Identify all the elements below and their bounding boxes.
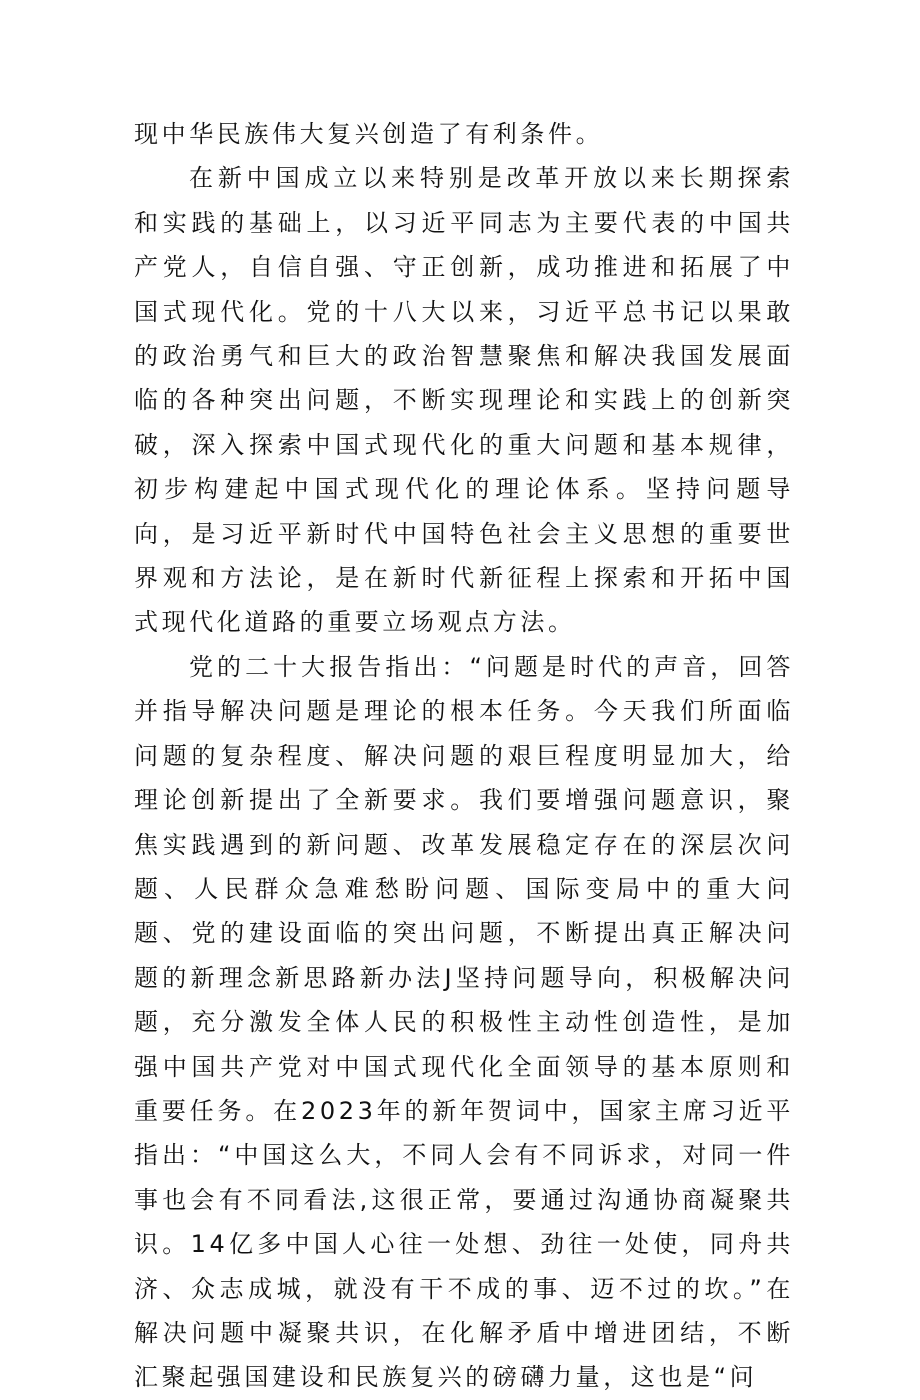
paragraph-1: 现中华民族伟大复兴创造了有利条件。 [134,120,604,148]
paragraph-2: 在新中国成立以来特别是改革开放以来长期探索和实践的基础上，以习近平同志为主要代表的中国共产党人，自信自强、守正创新，成功推进和拓展了中国式现代化。党的十八大以来，习近平总书记以果敢的政治勇气和巨大的政治智慧聚焦和解决我国发展面临的各种突出问题，不断实现理论和实践上的创新突破，深入探索中国式现代化的重大问题和基本规律，初步构建起中国式现代化的理论体系。坚持问题导向，是习近平新时代中国特色社会主义思想的重要世界观和方法论，是在新时代新征程上探索和开拓中国式现代化道路的重要立场观点方法。 [134,164,794,637]
document-body [134,112,794,1400]
paragraph-3: 党的二十大报告指出：“问题是时代的声音，回答并指导解决问题是理论的根本任务。今天我们所面临问题的复杂程度、解决问题的艰巨程度明显加大，给理论创新提出了全新要求。我们要增强问题意识，聚焦实践遇到的新问题、改革发展稳定存在的深层次问题、人民群众急难愁盼问题、国际变局中的重大问题、党的建设面临的突出问题，不断提出真正解决问题的新理念新思路新办法J坚持问题导向，积极解决问题，充分激发全体人民的积极性主动性创造性，是加强中国共产党对中国式现代化全面领导的基本原则和重要任务。在2023年的新年贺词中，国家主席习近平指出：“中国这么大，不同人会有不同诉求，对同一件事也会有不同看法,这很正常，要通过沟通协商凝聚共识。14亿多中国人心往一处想、劲往一处使，同舟共济、众志成城，就没有干不成的事、迈不过的坎。”在解决问题中凝聚共识，在化解矛盾中增进团结，不断汇聚起强国建设和民族复兴的磅礴力量，这也是“问 [134,652,794,1392]
